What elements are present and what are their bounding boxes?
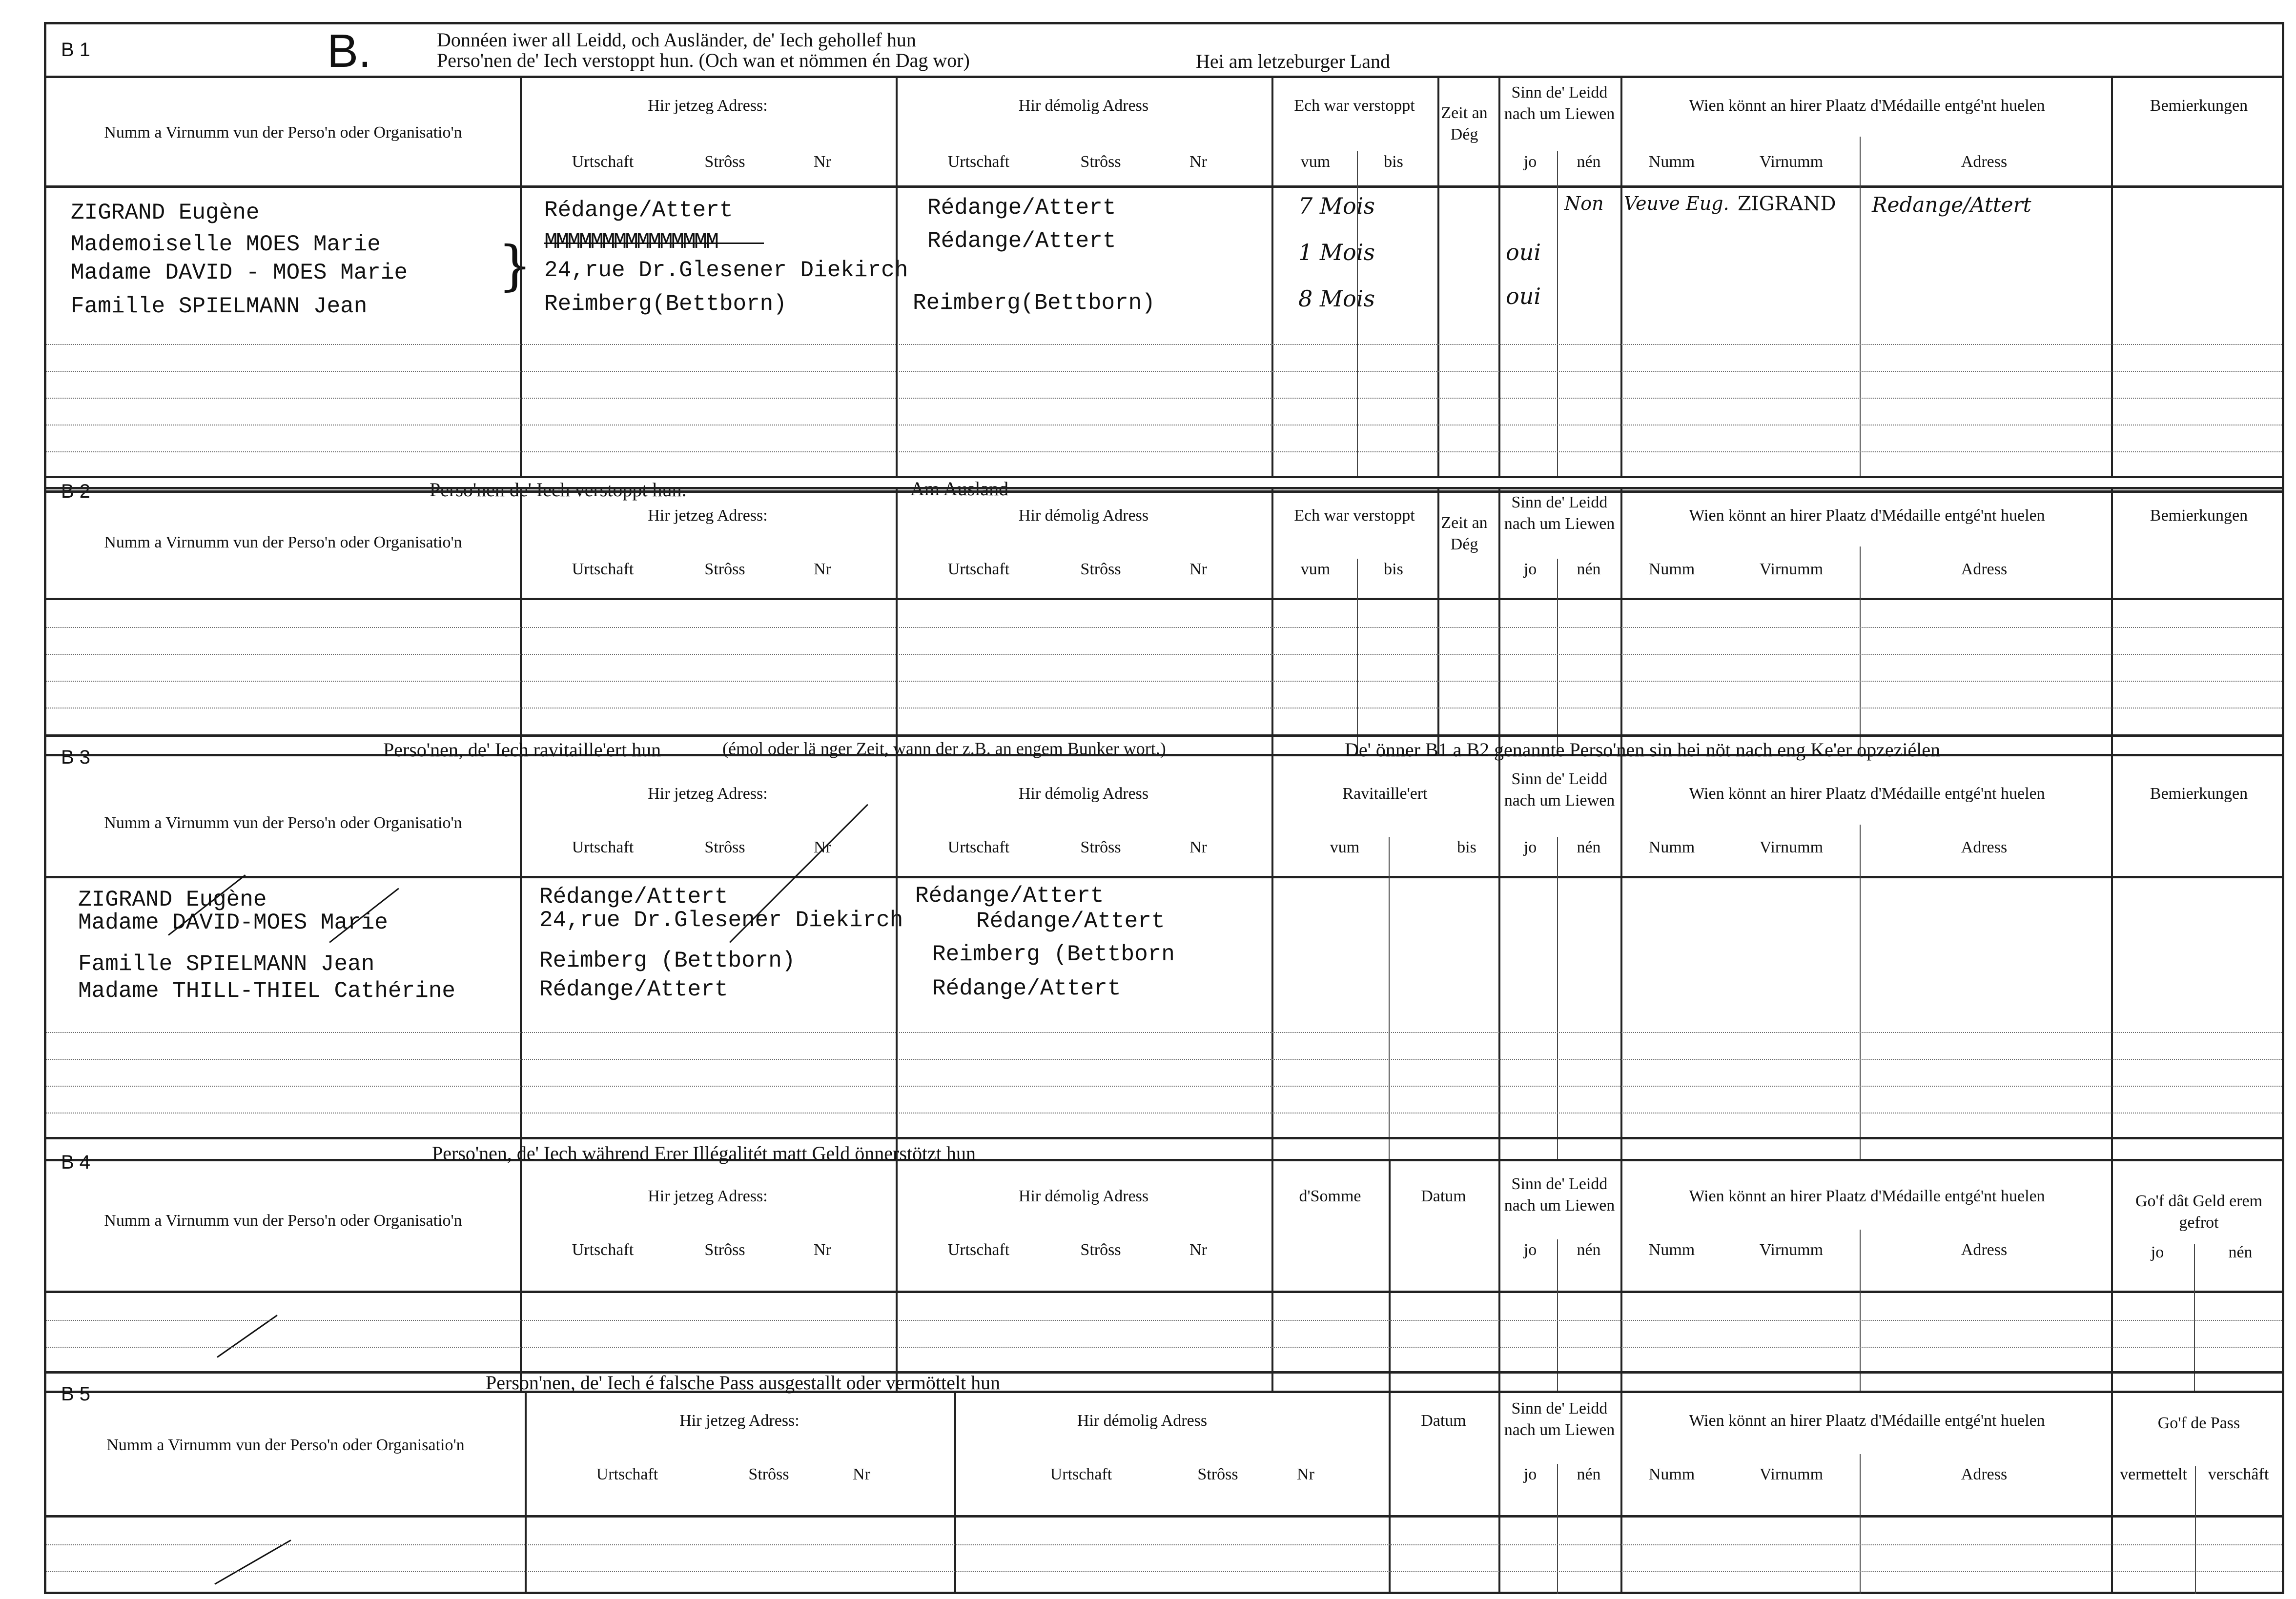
- b1-col-no: nén: [1577, 153, 1601, 171]
- b5-col-former-town: Urtschaft: [1050, 1465, 1112, 1483]
- b1-col-town: Urtschaft: [572, 153, 634, 171]
- b1-col-firstname: Virnumm: [1759, 153, 1824, 171]
- b3-col-to: bis: [1457, 838, 1476, 856]
- b1-col-nr: Nr: [814, 153, 831, 171]
- b1-col-address: Adress: [1961, 153, 2008, 171]
- b4-col-alive: Sinn de' Leidd nach um Liewen: [1504, 1175, 1615, 1214]
- b2-col-street: Strôss: [704, 560, 745, 578]
- b5-col-no: nén: [1577, 1465, 1601, 1483]
- b3-row4-current: Rédange/Attert: [539, 977, 728, 1002]
- b1-row1-former: Rédange/Attert: [927, 195, 1116, 221]
- b3-col-no: nén: [1577, 838, 1601, 856]
- b1-row3-current: 24,rue Dr.Glesener Diekirch: [544, 258, 908, 283]
- b3-title: Perso'nen, de' Iech ravitaille'ert hun: [383, 739, 661, 761]
- section-code-b3: B 3: [61, 747, 91, 768]
- b3-col-town: Urtschaft: [572, 838, 634, 856]
- b1-row4-former: Reimberg(Bettborn): [913, 290, 1155, 316]
- b1-row2-strike: [544, 243, 764, 244]
- b3-col-former-nr: Nr: [1189, 838, 1207, 856]
- b2-col-former-street: Strôss: [1080, 560, 1121, 578]
- b1-col-current-address: Hir jetzeg Adress:: [648, 97, 768, 115]
- b2-title: Perso'nen de' Iech verstoppt hun.: [430, 479, 687, 501]
- b1-row1-medal-address: Redange/Attert: [1872, 193, 2031, 217]
- b3-row4-former: Rédange/Attert: [932, 976, 1121, 1001]
- b5-col-former-street: Strôss: [1197, 1465, 1238, 1483]
- b4-col-no: nén: [1577, 1241, 1601, 1259]
- b2-col-nr: Nr: [814, 560, 831, 578]
- b3-col-medal: Wien könnt an hirer Plaatz d'Médaille entgé'nt huelen: [1689, 785, 2045, 803]
- b2-col-surname: Numm: [1648, 560, 1695, 578]
- b3-col-nr: Nr: [814, 838, 831, 856]
- form-intro-place: Hei am letzeburger Land: [1196, 50, 1390, 72]
- b5-col-name: Numm a Virnumm vun der Perso'n oder Organisatio'n: [106, 1436, 465, 1454]
- b5-col-alive: Sinn de' Leidd nach um Liewen: [1504, 1399, 1615, 1439]
- b3-col-current-address: Hir jetzeg Adress:: [648, 785, 768, 803]
- b2-col-days: Zeit an Dég: [1441, 514, 1488, 553]
- b5-col-firstname: Virnumm: [1759, 1465, 1824, 1483]
- b4-col-address: Adress: [1961, 1241, 2008, 1259]
- b2-col-alive: Sinn de' Leidd nach um Liewen: [1504, 493, 1615, 533]
- b5-col-former-nr: Nr: [1297, 1465, 1314, 1483]
- b3-col-remarks: Bemierkungen: [2150, 785, 2248, 803]
- b1-row4-current: Reimberg(Bettborn): [544, 291, 787, 317]
- b5-col-surname: Numm: [1648, 1465, 1695, 1483]
- b1-col-former-address: Hir démolig Adress: [1018, 97, 1149, 115]
- b2-col-medal: Wien könnt an hirer Plaatz d'Médaille entgé'nt huelen: [1689, 506, 2045, 525]
- b1-col-alive: Sinn de' Leidd nach um Liewen: [1504, 83, 1615, 123]
- b1-col-surname: Numm: [1648, 153, 1695, 171]
- b5-title: Person'nen, de' Iech é falsche Pass ausgestallt oder vermöttelt hun: [486, 1372, 1001, 1394]
- b1-row1-medal-surname: Veuve Eug.: [1624, 193, 1729, 214]
- b1-row1-medal-firstname: ZIGRAND: [1738, 193, 1836, 215]
- b3-title-note: (émol oder lä nger Zeit, wann der z.B. an engem Bunker wort.): [722, 739, 1166, 758]
- b4-col-former-nr: Nr: [1189, 1241, 1207, 1259]
- form-intro-line1: Donnéen iwer all Leidd, och Ausländer, de' Iech gehollef hun: [437, 29, 916, 51]
- b5-col-nr: Nr: [853, 1465, 870, 1483]
- b1-col-hidden: Ech war verstoppt: [1294, 97, 1415, 115]
- b3-row2-current: 24,rue Dr.Glesener Diekirch: [539, 908, 903, 933]
- b5-col-yes: jo: [1523, 1465, 1537, 1483]
- b4-col-former-town: Urtschaft: [947, 1241, 1010, 1259]
- b4-col-money-yes: jo: [2151, 1243, 2164, 1261]
- b4-col-current-address: Hir jetzeg Adress:: [648, 1187, 768, 1205]
- b2-col-no: nén: [1577, 560, 1601, 578]
- b1-col-medal: Wien könnt an hirer Plaatz d'Médaille entgé'nt huelen: [1689, 97, 2045, 115]
- b2-col-to: bis: [1384, 560, 1403, 578]
- b1-row2-name: Mademoiselle MOES Marie: [71, 232, 381, 257]
- b2-col-remarks: Bemierkungen: [2150, 506, 2248, 525]
- b4-col-town: Urtschaft: [572, 1241, 634, 1259]
- b5-diagonal-mark: [214, 1539, 291, 1585]
- b4-col-nr: Nr: [814, 1241, 831, 1259]
- b5-col-medal: Wien könnt an hirer Plaatz d'Médaille entgé'nt huelen: [1689, 1412, 2045, 1430]
- b1-col-former-town: Urtschaft: [947, 153, 1010, 171]
- b1-col-former-street: Strôss: [1080, 153, 1121, 171]
- b1-row3-name: Madame DAVID - MOES Marie: [71, 260, 408, 285]
- b1-col-to: bis: [1384, 153, 1403, 171]
- b4-col-sum: d'Somme: [1299, 1187, 1361, 1205]
- b5-col-pass-given: Go'f de Pass: [2157, 1414, 2240, 1432]
- b4-col-name: Numm a Virnumm vun der Perso'n oder Organisatio'n: [104, 1212, 462, 1230]
- section-code-b1: B 1: [61, 39, 91, 61]
- b1-col-from: vum: [1300, 153, 1331, 171]
- b2-place: Am Ausland: [910, 478, 1009, 500]
- b3-row3-name: Famille SPIELMANN Jean: [78, 951, 375, 977]
- section-code-b4: B 4: [61, 1152, 91, 1173]
- b3-row2-name: Madame DAVID-MOES Marie: [78, 910, 388, 935]
- b2-col-name: Numm a Virnumm vun der Perso'n oder Organisatio'n: [104, 533, 462, 551]
- b4-col-street: Strôss: [704, 1241, 745, 1259]
- b2-col-firstname: Virnumm: [1759, 560, 1824, 578]
- b3-row3-current: Reimberg (Bettborn): [539, 948, 796, 973]
- b1-header-rule: [46, 185, 2282, 188]
- b3-col-surname: Numm: [1648, 838, 1695, 856]
- b4-diagonal-mark: [217, 1315, 278, 1357]
- b4-title: Perso'nen, de' Iech während Erer Illégalitét matt Geld önnerstötzt hun: [432, 1142, 976, 1164]
- b1-row4-hidden: 8 Mois: [1298, 285, 1375, 312]
- b1-row1-current: Rédange/Attert: [544, 198, 733, 223]
- b3-row4-name: Madame THILL-THIEL Cathérine: [78, 978, 455, 1004]
- b1-col-name: Numm a Virnumm vun der Perso'n oder Organisatio'n: [104, 123, 462, 142]
- b1-row2-current: MMMMMMMMMMMMMMM: [544, 229, 718, 255]
- b3-col-former-address: Hir démolig Adress: [1018, 785, 1149, 803]
- b4-col-firstname: Virnumm: [1759, 1241, 1824, 1259]
- b3-row2-former: Rédange/Attert: [976, 909, 1165, 934]
- b2-col-former-town: Urtschaft: [947, 560, 1010, 578]
- b3-col-address: Adress: [1961, 838, 2008, 856]
- b3-col-street: Strôss: [704, 838, 745, 856]
- b1-col-days: Zeit an Dég: [1441, 104, 1488, 143]
- b3-row3-former: Reimberg (Bettborn: [932, 942, 1175, 967]
- b2-col-former-nr: Nr: [1189, 560, 1207, 578]
- b4-col-money-no: nén: [2228, 1243, 2253, 1261]
- b3-col-former-town: Urtschaft: [947, 838, 1010, 856]
- b1-row2-hidden: 1 Mois: [1298, 239, 1375, 265]
- b5-col-former-address: Hir démolig Adress: [1077, 1412, 1208, 1430]
- b1-col-remarks: Bemierkungen: [2150, 97, 2248, 115]
- b3-col-firstname: Virnumm: [1759, 838, 1824, 856]
- b1-top-rule: [46, 76, 2282, 78]
- b3-title-extra: De' önner B1 a B2 genannte Perso'nen sin hei nöt nach eng Ke'er opzeziélen: [1345, 739, 1941, 761]
- b3-row1-name: ZIGRAND Eugène: [78, 887, 267, 912]
- b5-col-address: Adress: [1961, 1465, 2008, 1483]
- b4-col-surname: Numm: [1648, 1241, 1695, 1259]
- b1-row4-alive: oui: [1506, 283, 1541, 309]
- b1-row1-hidden: 7 Mois: [1298, 193, 1375, 219]
- b4-col-yes: jo: [1523, 1241, 1537, 1259]
- b5-col-street: Strôss: [748, 1465, 789, 1483]
- b3-col-name: Numm a Virnumm vun der Perso'n oder Organisatio'n: [104, 814, 462, 832]
- b3-col-alive: Sinn de' Leidd nach um Liewen: [1504, 770, 1615, 810]
- b5-col-mediated: vermettelt: [2120, 1465, 2187, 1483]
- b3-col-supplied: Ravitaille'ert: [1342, 785, 1428, 803]
- section-code-b2: B 2: [61, 481, 91, 502]
- b4-col-medal: Wien könnt an hirer Plaatz d'Médaille entgé'nt huelen: [1689, 1187, 2045, 1205]
- form-intro-line2: Perso'nen de' Iech verstoppt hun. (Och wan et nömmen én Dag wor): [437, 49, 970, 71]
- b3-row1-former: Rédange/Attert: [915, 883, 1104, 909]
- b3-col-from: vum: [1330, 838, 1360, 856]
- b1-row4-name: Famille SPIELMANN Jean: [71, 294, 368, 319]
- b1-col-street: Strôss: [704, 153, 745, 171]
- b4-col-money-given: Go'f dât Geld erem gefrot: [2135, 1192, 2263, 1232]
- b3-col-yes: jo: [1523, 838, 1537, 856]
- b2-col-yes: jo: [1523, 560, 1537, 578]
- b1-row2-former: Rédange/Attert: [927, 228, 1116, 254]
- b2-col-from: vum: [1300, 560, 1331, 578]
- form-letter: B.: [327, 25, 371, 77]
- questionnaire-form-b: [44, 22, 2284, 1594]
- b2-col-town: Urtschaft: [572, 560, 634, 578]
- b3-col-former-street: Strôss: [1080, 838, 1121, 856]
- b5-col-date: Datum: [1421, 1412, 1466, 1430]
- b1-col-former-nr: Nr: [1189, 153, 1207, 171]
- b4-col-former-street: Strôss: [1080, 1241, 1121, 1259]
- b1-col-yes: jo: [1523, 153, 1537, 171]
- b4-col-former-address: Hir démolig Adress: [1018, 1187, 1149, 1205]
- b4-col-date: Datum: [1421, 1187, 1466, 1205]
- b1-row2-alive: oui: [1506, 239, 1541, 265]
- b2-col-former-address: Hir démolig Adress: [1018, 506, 1149, 525]
- section-code-b5: B 5: [61, 1383, 91, 1405]
- b2-col-hidden: Ech war verstoppt: [1294, 506, 1415, 525]
- b1-row1-name: ZIGRAND Eugène: [71, 200, 260, 225]
- b1-brace: }: [498, 234, 532, 297]
- b5-col-current-address: Hir jetzeg Adress:: [679, 1412, 800, 1430]
- b5-col-town: Urtschaft: [596, 1465, 658, 1483]
- b1-row1-not-alive: Non: [1564, 193, 1604, 214]
- b2-col-address: Adress: [1961, 560, 2008, 578]
- b5-col-obtained: verschâft: [2208, 1465, 2269, 1483]
- b3-row1-current: Rédange/Attert: [539, 884, 728, 910]
- b2-col-current-address: Hir jetzeg Adress:: [648, 506, 768, 525]
